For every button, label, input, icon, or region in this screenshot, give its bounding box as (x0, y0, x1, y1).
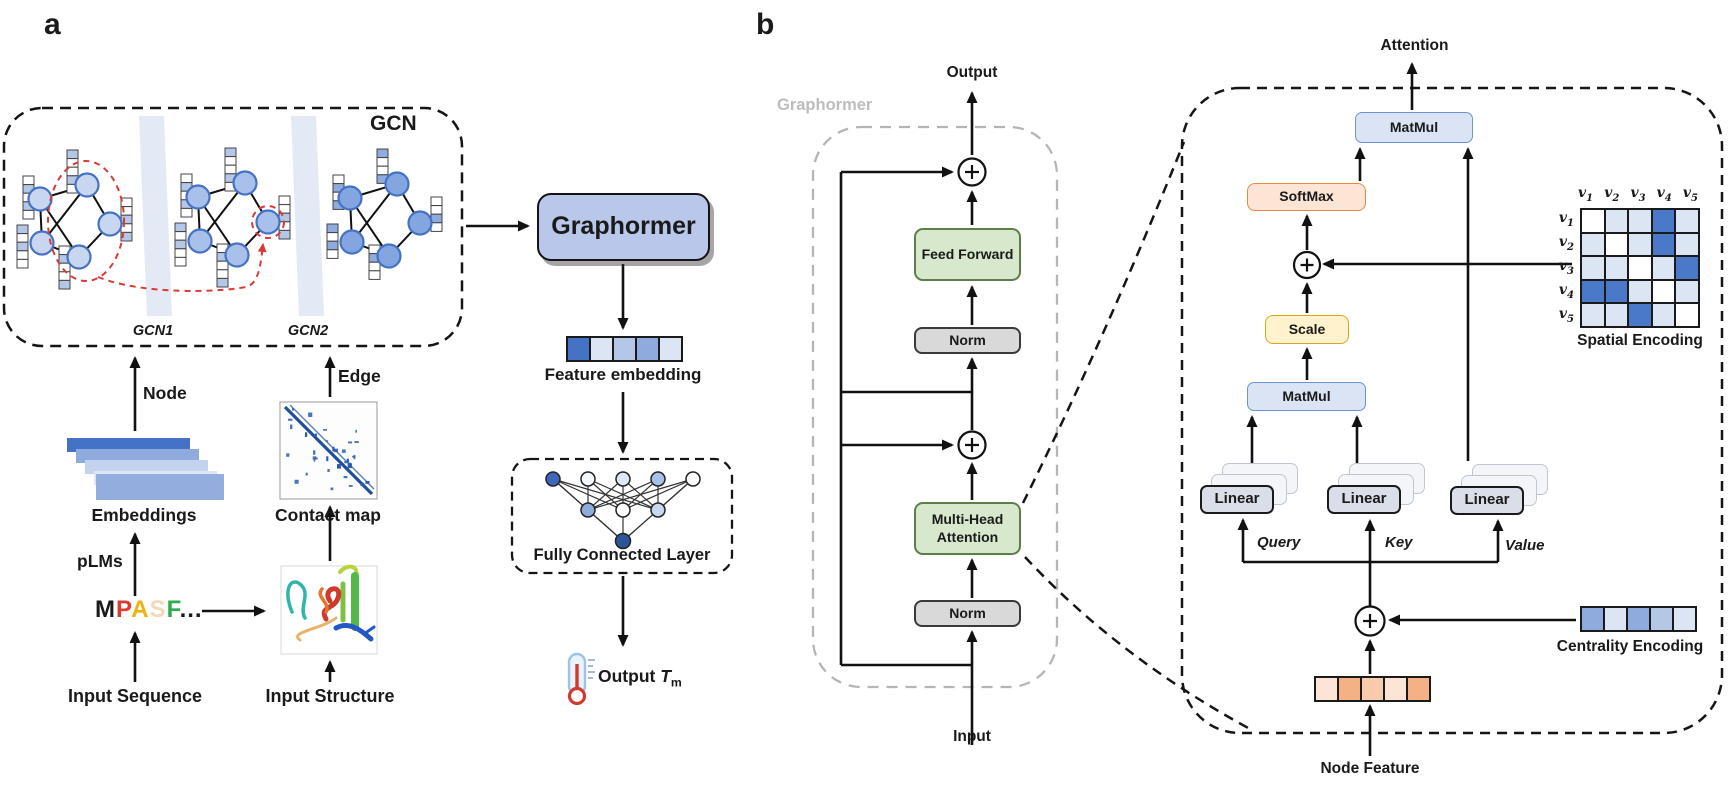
embedding-bar (96, 474, 224, 500)
linear-stack-key (1327, 463, 1423, 514)
node-feature-label: Node Feature (1320, 760, 1420, 777)
vertex-label: $v_2$ (1558, 234, 1574, 253)
matmul-label: MatMul (1282, 387, 1331, 404)
vector-cell (614, 338, 635, 360)
matrix-cell (1653, 210, 1675, 232)
gcn-graphs (17, 148, 442, 289)
matrix-cell (1582, 281, 1604, 303)
matrix-cell (1606, 234, 1628, 256)
matrix-cell (1606, 281, 1628, 303)
vector-cell (591, 338, 612, 360)
linear-stack-value (1450, 464, 1546, 515)
vector-cell (660, 338, 681, 360)
contact-map-image (280, 402, 377, 499)
plms-label: pLMs (77, 551, 123, 571)
feed-forward-block (914, 228, 1021, 281)
matrix-cell (1582, 210, 1604, 232)
vector-cell (1605, 608, 1626, 630)
matrix-cell (1629, 281, 1651, 303)
linear-block-query (1200, 485, 1274, 514)
multi-head-attention-label: Multi-Head Attention (931, 511, 1004, 545)
matrix-cell (1653, 281, 1675, 303)
spatial-matrix-col-labels (1578, 186, 1698, 204)
linear-label: Linear (1214, 490, 1260, 508)
sequence-letter: M (95, 596, 116, 623)
node-arrow-label: Node (143, 383, 187, 403)
norm-block-top (914, 327, 1021, 354)
vector-cell (568, 338, 589, 360)
graph-drawing (175, 148, 290, 287)
matrix-cell (1676, 210, 1698, 232)
attention-label: Attention (1380, 37, 1449, 54)
matrix-cell (1629, 257, 1651, 279)
vertex-label: $v_4$ (1558, 282, 1574, 301)
embeddings-label: Embeddings (91, 505, 197, 525)
output-tm-subscript: m (670, 675, 682, 690)
matrix-cell (1582, 234, 1604, 256)
matrix-cell (1676, 257, 1698, 279)
matrix-cell (1676, 304, 1698, 326)
linear-label: Linear (1464, 491, 1510, 509)
key-label: Key (1385, 534, 1413, 551)
matrix-cell (1606, 257, 1628, 279)
graph-drawing (327, 149, 442, 279)
output-tm-label (598, 666, 682, 690)
output-label: Output (946, 64, 998, 81)
vector-cell (1628, 608, 1649, 630)
node-feature-vector (1314, 676, 1431, 702)
graphormer-block (537, 193, 710, 261)
matrix-cell (1653, 257, 1675, 279)
matrix-cell (1629, 304, 1651, 326)
fully-connected-label: Fully Connected Layer (533, 546, 711, 564)
centrality-encoding-vector (1580, 606, 1697, 632)
gcn-layer-planes (139, 116, 324, 316)
norm-block-bottom (914, 600, 1021, 627)
vector-cell (1339, 678, 1360, 700)
scale-block (1265, 315, 1349, 344)
plus-in-circle-icon (1356, 607, 1385, 636)
softmax-label: SoftMax (1279, 188, 1334, 205)
vertex-label: $v_1$ (1558, 210, 1574, 229)
sequence-letter: F (166, 596, 180, 623)
matrix-cell (1676, 234, 1698, 256)
matmul-top-block (1355, 112, 1473, 143)
matrix-cell (1676, 281, 1698, 303)
query-label: Query (1257, 534, 1301, 551)
panel-b-label: b (756, 8, 775, 41)
matrix-cell (1629, 234, 1651, 256)
matrix-cell (1629, 210, 1651, 232)
plus-in-circle-icon (1294, 252, 1320, 278)
graphormer-box-title: Graphormer (777, 96, 873, 114)
feature-embedding-vector (566, 336, 683, 362)
graphormer-block-label: Graphormer (551, 212, 696, 241)
vector-cell (1674, 608, 1695, 630)
matrix-cell (1653, 234, 1675, 256)
contact-map-label: Contact map (275, 505, 381, 525)
value-label: Value (1505, 537, 1545, 554)
sequence-letter: ... (179, 596, 203, 623)
protein-structure-image (281, 566, 377, 654)
matrix-cell (1606, 210, 1628, 232)
gcn-dashed-box (4, 108, 462, 346)
feed-forward-label: Feed Forward (921, 245, 1014, 262)
centrality-encoding-label: Centrality Encoding (1556, 638, 1704, 655)
vector-cell (1582, 608, 1603, 630)
vector-cell (1385, 678, 1406, 700)
vertex-label: $v_5$ (1682, 185, 1698, 204)
spatial-matrix-row-labels (1548, 208, 1574, 328)
input-sequence-text (95, 596, 203, 624)
spatial-encoding-matrix (1580, 208, 1700, 328)
vector-cell (637, 338, 658, 360)
linear-block-key (1327, 485, 1401, 514)
matrix-cell (1606, 304, 1628, 326)
plus-in-circle-icon (959, 159, 986, 186)
matrix-cell (1582, 304, 1604, 326)
sequence-letter: S (149, 596, 167, 623)
linear-stack-query (1200, 463, 1296, 514)
vertex-label: $v_3$ (1630, 185, 1646, 204)
softmax-block (1247, 183, 1366, 211)
norm-label: Norm (949, 331, 986, 348)
vector-cell (1651, 608, 1672, 630)
sequence-letter: P (116, 596, 132, 623)
embeddings-stack-image (67, 438, 232, 504)
graph-drawing (17, 150, 132, 289)
matmul-bottom-block (1247, 382, 1366, 411)
gcn-title: GCN (370, 112, 417, 135)
spatial-encoding-label: Spatial Encoding (1577, 332, 1703, 349)
output-tm-prefix: Output (598, 666, 656, 686)
linear-block-value (1450, 486, 1524, 515)
matrix-cell (1653, 304, 1675, 326)
thermometer-icon (569, 654, 595, 704)
plus-in-circle-icon (959, 432, 986, 459)
panel-a-label: a (44, 8, 61, 41)
matrix-cell (1582, 257, 1604, 279)
sequence-letter: A (131, 596, 150, 623)
neural-network-glyph (546, 472, 700, 549)
vector-cell (1362, 678, 1383, 700)
matmul-label: MatMul (1389, 118, 1439, 135)
vertex-label: $v_3$ (1558, 258, 1574, 277)
vector-cell (1316, 678, 1337, 700)
linear-label: Linear (1341, 490, 1387, 508)
vector-cell (1408, 678, 1429, 700)
vertex-label: $v_1$ (1578, 185, 1594, 204)
input-structure-label: Input Structure (265, 686, 395, 706)
vertex-label: $v_4$ (1656, 185, 1672, 204)
gcn2-label: GCN2 (287, 323, 329, 339)
output-tm-symbol: T (660, 666, 671, 686)
norm-label: Norm (949, 604, 986, 621)
gcn1-label: GCN1 (132, 323, 174, 339)
multi-head-attention-block (914, 502, 1021, 555)
vertex-label: $v_2$ (1604, 185, 1620, 204)
vertex-label: $v_5$ (1558, 306, 1574, 325)
input-label: Input (953, 728, 991, 745)
feature-embedding-label: Feature embedding (544, 365, 702, 384)
edge-arrow-label: Edge (338, 366, 381, 386)
input-sequence-label: Input Sequence (67, 686, 202, 706)
scale-label: Scale (1288, 320, 1326, 337)
